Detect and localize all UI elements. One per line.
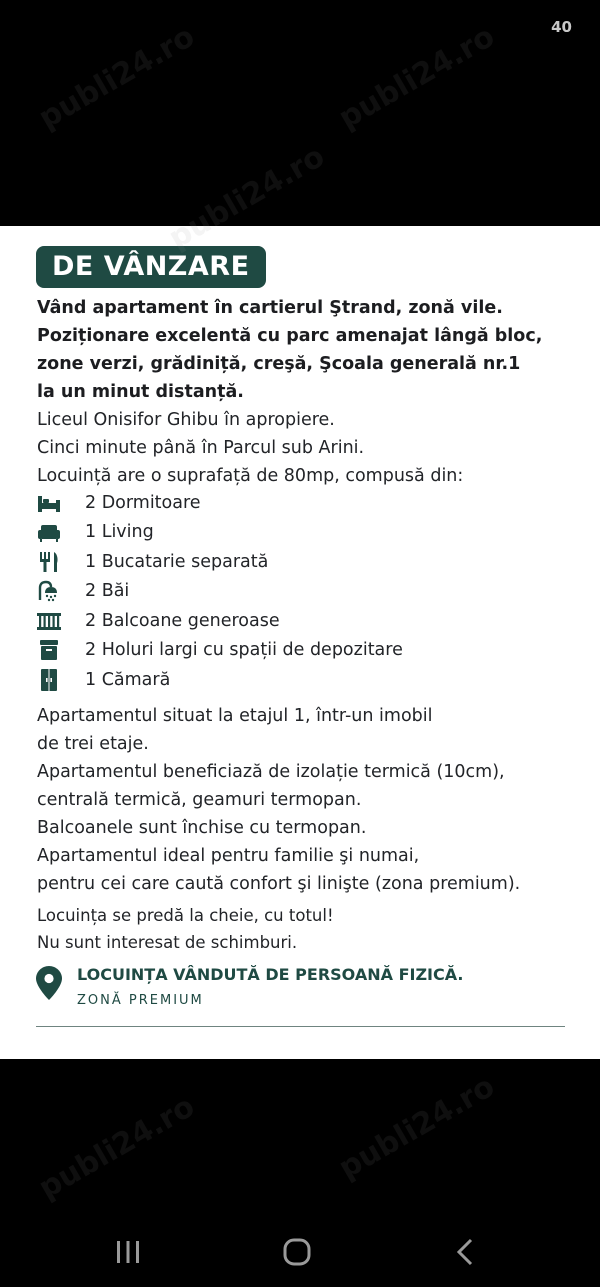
details-line: centrală termică, geamuri termopan.	[37, 790, 362, 810]
intro-line: Liceul Onisifor Ghibu în apropiere.	[37, 410, 335, 430]
feature-label: 1 Living	[85, 522, 154, 543]
intro-line: Locuință are o suprafață de 80mp, compusă din:	[37, 466, 464, 486]
recent-apps-icon	[114, 1239, 142, 1265]
intro-text	[37, 294, 577, 490]
details-line: pentru cei care caută confort şi linişte (zona premium).	[37, 874, 521, 894]
ad-card	[0, 226, 600, 1059]
intro-line: zone verzi, grădiniță, creşă, Şcoala generală nr.1	[37, 354, 521, 374]
for-sale-badge: DE VÂNZARE	[36, 246, 266, 288]
location-pin-icon	[36, 966, 62, 1000]
intro-line: Poziționare excelentă cu parc amenajat lângă bloc,	[37, 326, 543, 346]
home-button[interactable]	[277, 1232, 317, 1272]
details-line: de trei etaje.	[37, 734, 149, 754]
fork-knife-icon	[37, 551, 63, 573]
back-button[interactable]	[445, 1232, 485, 1272]
details-line: Apartamentul beneficiază de izolație termică (10cm),	[37, 762, 505, 782]
seller-title: LOCUINȚA VÂNDUTĂ DE PERSOANĂ FIZICĂ.	[77, 965, 464, 984]
seller-info	[36, 964, 576, 1014]
balcony-railing-icon	[37, 610, 63, 632]
intro-line: Cinci minute până în Parcul sub Arini.	[37, 438, 365, 458]
feature-label: 2 Balcoane generoase	[85, 610, 280, 631]
feature-item	[37, 606, 577, 636]
details-line: Apartamentul situat la etajul 1, într-un imobil	[37, 706, 433, 726]
watermark: publi24.ro	[32, 18, 201, 137]
recent-apps-button[interactable]	[108, 1232, 148, 1272]
closing-text	[37, 902, 587, 956]
feature-item	[37, 665, 577, 695]
seller-subtitle: ZONĂ PREMIUM	[77, 993, 204, 1008]
details-line: Apartamentul ideal pentru familie şi numai,	[37, 846, 420, 866]
closing-line: Nu sunt interesat de schimburi.	[37, 933, 298, 952]
intro-line: la un minut distanță.	[37, 382, 244, 402]
feature-list	[37, 488, 577, 695]
feature-item	[37, 488, 577, 518]
feature-label: 1 Bucatarie separată	[85, 551, 269, 572]
feature-label: 2 Băi	[85, 581, 130, 602]
home-icon	[282, 1237, 312, 1267]
bed-icon	[37, 492, 63, 514]
storage-box-icon	[37, 639, 63, 661]
feature-item	[37, 636, 577, 666]
feature-item	[37, 518, 577, 548]
watermark: publi24.ro	[32, 1088, 201, 1207]
watermark: publi24.ro	[332, 18, 501, 137]
details-text	[37, 702, 587, 898]
intro-line: Vând apartament în cartierul Ştrand, zonă vile.	[37, 298, 503, 318]
sofa-icon	[37, 521, 63, 543]
details-line: Balcoanele sunt închise cu termopan.	[37, 818, 367, 838]
status-page-number: 40	[551, 18, 572, 36]
feature-label: 2 Dormitoare	[85, 492, 201, 513]
feature-label: 2 Holuri largi cu spații de depozitare	[85, 640, 403, 661]
system-navbar	[0, 1210, 600, 1287]
feature-item	[37, 577, 577, 607]
closing-line: Locuința se predă la cheie, cu totul!	[37, 906, 334, 925]
watermark: publi24.ro	[332, 1068, 501, 1187]
pantry-door-icon	[37, 669, 63, 691]
feature-item	[37, 547, 577, 577]
divider	[36, 1026, 565, 1027]
back-icon	[453, 1237, 477, 1267]
feature-label: 1 Cămară	[85, 669, 171, 690]
shower-icon	[37, 580, 63, 602]
watermark: publi24.ro	[162, 138, 331, 257]
